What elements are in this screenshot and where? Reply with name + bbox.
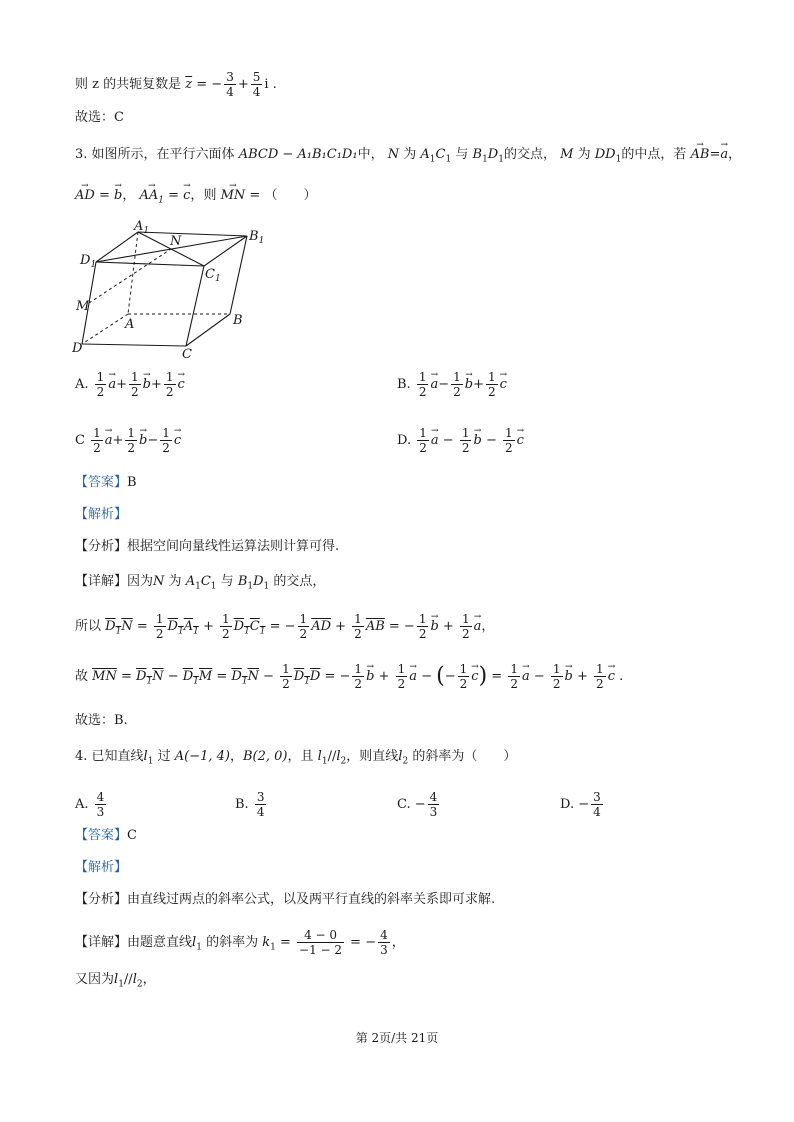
q4-option-a[interactable]: A. $\frac{4}{3}$ bbox=[75, 790, 105, 819]
label-B: B bbox=[233, 313, 243, 328]
label-C: C bbox=[182, 347, 192, 362]
q3-detail2: 所以 $D_1N$ = $\frac{1}{2}$ $D_1A_1$ + $\frac{1}{2}$ $D_1C_1$ = − $\frac{1}{2}$ $\overline{AD}$ + $\frac{1}{2}$ $\overline{AB}$ = − $\frac{1}{2}$ → b + $\frac{1}{2}$ → a， bbox=[75, 612, 494, 642]
label-M: M bbox=[76, 299, 90, 314]
q4-answer: 【答案】C bbox=[75, 828, 137, 843]
page-footer: 第 2页/共 21页 bbox=[355, 1031, 439, 1045]
q4-option-d[interactable]: D. − $\frac{3}{4}$ bbox=[560, 790, 601, 819]
q3-final: 故选：B. bbox=[75, 713, 128, 728]
q3-option-b[interactable]: B. $\frac{1}{2}$ → a− $\frac{1}{2}$ → b+ $\frac{1}{2}$ → c bbox=[397, 370, 507, 399]
conj-prefix: 则 z 的共轭复数是 bbox=[75, 77, 182, 92]
label-D: D bbox=[72, 341, 83, 356]
conjugate-line: 则 z 的共轭复数是 $\overline{z}$ = − $\frac{3}{4}$ + $\frac{5}{4}$ i . bbox=[75, 70, 277, 99]
q3-option-d[interactable]: D. $\frac{1}{2}$ → a − $\frac{1}{2}$ → b − $\frac{1}{2}$ → c bbox=[397, 426, 524, 455]
label-N: N bbox=[170, 234, 182, 249]
q4-detail1: 【详解】由题意直线$l_1$ 的斜率为 $k_1$ = $\frac{4 - 0}{-1 - 2}$ = − $\frac{4}{3}$ ， bbox=[75, 928, 405, 957]
q3-detail3: 故 $\overline{MN} = D_1N - D_1M = D_1N$ − $\frac{1}{2}$ $D_1D$ = − $\frac{1}{2}$ → b + $\frac{1}{2}$ → a − (− $\frac{1}{2}$ → c) = $\frac{1}{2}$ → a − $\frac{1}{2}$ → b + $\frac{1}{2}$ → c . bbox=[75, 662, 623, 692]
label-C1: $C_1$ bbox=[205, 267, 221, 284]
parallelepiped-name: ABCD − A₁B₁C₁D₁ bbox=[238, 147, 358, 162]
q3-jiexi: 【解析】 bbox=[75, 507, 128, 522]
q4-stem: 4. 已知直线$l_1$ 过 A(−1, 4)，B(2, 0)，且 $l_1//l_2$，则直线$l_2$ 的斜率为（ ） bbox=[75, 749, 517, 767]
q4-jiexi: 【解析】 bbox=[75, 860, 128, 875]
label-B1: $B_1$ bbox=[249, 229, 265, 246]
label-A: A bbox=[125, 317, 135, 332]
q3-option-c[interactable]: C $\frac{1}{2}$ → a+ $\frac{1}{2}$ → b− $\frac{1}{2}$ → c bbox=[75, 426, 181, 455]
label-A1: $A_1$ bbox=[134, 219, 150, 236]
q4-option-b[interactable]: B. $\frac{3}{4}$ bbox=[235, 790, 265, 819]
parallelepiped-figure bbox=[72, 216, 282, 366]
q3-detail1: 【详解】因为N 为 $A_1C_1$ 与 $B_1D_1$ 的交点， bbox=[75, 574, 326, 592]
q3-option-a[interactable]: A. $\frac{1}{2}$ → a+ $\frac{1}{2}$ → b+ $\frac{1}{2}$ → c bbox=[75, 370, 185, 399]
q3-stem-line2: → AD = → b， → $AA_1$ = → c，则 → MN = （ ） bbox=[75, 186, 316, 211]
q4-analysis: 【分析】由直线过两点的斜率公式，以及两平行直线的斜率关系即可求解. bbox=[75, 892, 496, 907]
q3-stem-line1: 3. 如图所示，在平行六面体 ABCD − A₁B₁C₁D₁中， N 为 $A_1C_1$ 与 $B_1D_1$的交点， M 为 $DD_1$的中点，若 → AB=→ a， bbox=[75, 145, 741, 170]
point-a: A(−1, 4) bbox=[174, 749, 230, 764]
point-b: B(2, 0) bbox=[243, 749, 288, 764]
q4-detail2: 又因为$l_1//l_2$， bbox=[75, 972, 156, 990]
q3-analysis: 【分析】根据空间向量线性运算法则计算可得. bbox=[75, 539, 340, 554]
q3-answer: 【答案】B bbox=[75, 475, 137, 490]
label-D1: $D_1$ bbox=[80, 253, 97, 270]
q4-option-c[interactable]: C. − $\frac{4}{3}$ bbox=[397, 790, 438, 819]
answer-c-line: 故选：C bbox=[75, 110, 124, 125]
